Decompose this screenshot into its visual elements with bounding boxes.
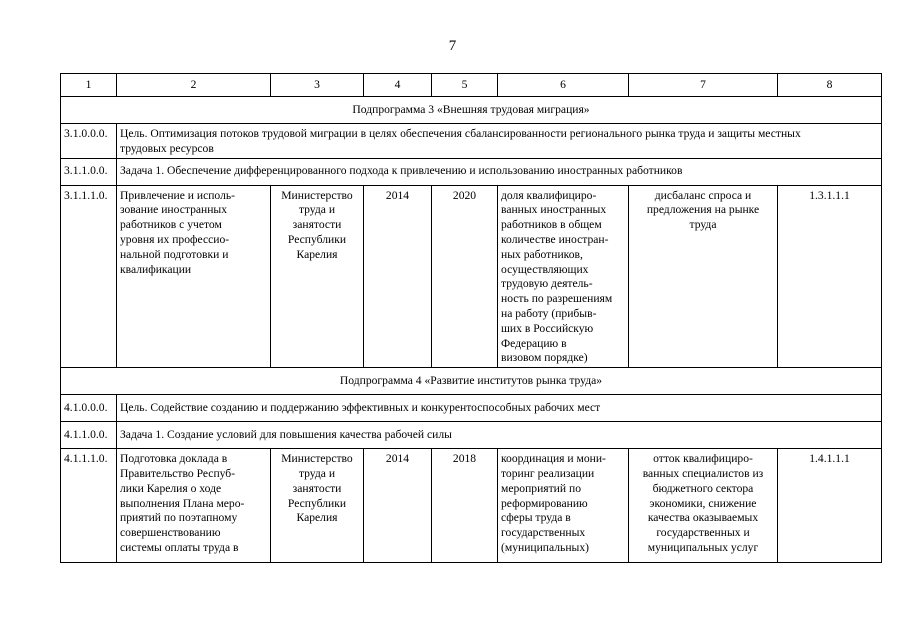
column-number-row xyxy=(61,74,882,97)
measure-indicator: 1.3.1.1.1 xyxy=(778,185,882,368)
measure-name: Привлечение и исполь- зование иностранных работников с учетом уровня их профессио- нальной подготовки и квалификации xyxy=(117,185,271,368)
measure-consequence: отток квалифициро- ванных специалистов из бюджетного сектора экономики, снижение качества оказываемых государственных и муниципальных услуг xyxy=(629,449,778,563)
goal-text: Цель. Оптимизация потоков трудовой миграции в целях обеспечения сбалансированности регионального рынка труда и защиты местных трудовых ресурсов xyxy=(117,124,882,159)
program-measures-table xyxy=(60,73,882,563)
measure-start-year: 2014 xyxy=(364,449,432,563)
measure-name: Подготовка доклада в Правительство Респуб- лики Карелия о ходе выполнения Плана меро- приятий по поэтапному совершенствованию системы оплаты труда в xyxy=(117,449,271,563)
measure-end-year: 2018 xyxy=(432,449,498,563)
task-code: 3.1.1.0.0. xyxy=(61,158,117,185)
measure-code: 4.1.1.1.0. xyxy=(61,449,117,563)
task-text: Задача 1. Создание условий для повышения качества рабочей силы xyxy=(117,422,882,449)
goal-code: 4.1.0.0.0. xyxy=(61,395,117,422)
task-code: 4.1.1.0.0. xyxy=(61,422,117,449)
page-number: 7 xyxy=(448,38,457,54)
subprogram-4-goal-row xyxy=(61,395,882,422)
subprogram-3-goal-row xyxy=(61,124,882,159)
subprogram-4-task-row xyxy=(61,422,882,449)
subprogram-4-row xyxy=(61,368,882,395)
subprogram-3-title: Подпрограмма 3 «Внешняя трудовая миграция» xyxy=(61,97,882,124)
column-number: 7 xyxy=(629,74,778,97)
measure-executor: Министерство труда и занятости Республики Карелия xyxy=(271,449,364,563)
subprogram-4-title: Подпрограмма 4 «Развитие институтов рынка труда» xyxy=(61,368,882,395)
goal-text: Цель. Содействие созданию и поддержанию эффективных и конкурентоспособных рабочих мест xyxy=(117,395,882,422)
column-number: 2 xyxy=(117,74,271,97)
goal-code: 3.1.0.0.0. xyxy=(61,124,117,159)
measure-row-4-1-1-1 xyxy=(61,449,882,563)
measure-expected-result: доля квалифициро- ванных иностранных работников в общем количестве иностран- ных работников, осуществляющих трудовую деятель- ность по разрешениям на работу (прибыв- ших в Российскую Федерацию в визовом порядке) xyxy=(498,185,629,368)
column-number: 1 xyxy=(61,74,117,97)
measure-end-year: 2020 xyxy=(432,185,498,368)
measure-code: 3.1.1.1.0. xyxy=(61,185,117,368)
column-number: 5 xyxy=(432,74,498,97)
measure-start-year: 2014 xyxy=(364,185,432,368)
column-number: 4 xyxy=(364,74,432,97)
measure-executor: Министерство труда и занятости Республики Карелия xyxy=(271,185,364,368)
measure-consequence: дисбаланс спроса и предложения на рынке труда xyxy=(629,185,778,368)
measure-row-3-1-1-1 xyxy=(61,185,882,368)
column-number: 3 xyxy=(271,74,364,97)
column-number: 6 xyxy=(498,74,629,97)
task-text: Задача 1. Обеспечение дифференцированного подхода к привлечению и использованию иностранных работников xyxy=(117,158,882,185)
measure-indicator: 1.4.1.1.1 xyxy=(778,449,882,563)
subprogram-3-task-row xyxy=(61,158,882,185)
subprogram-3-row xyxy=(61,97,882,124)
column-number: 8 xyxy=(778,74,882,97)
measure-expected-result: координация и мони- торинг реализации мероприятий по реформированию сферы труда в государственных (муниципальных) xyxy=(498,449,629,563)
